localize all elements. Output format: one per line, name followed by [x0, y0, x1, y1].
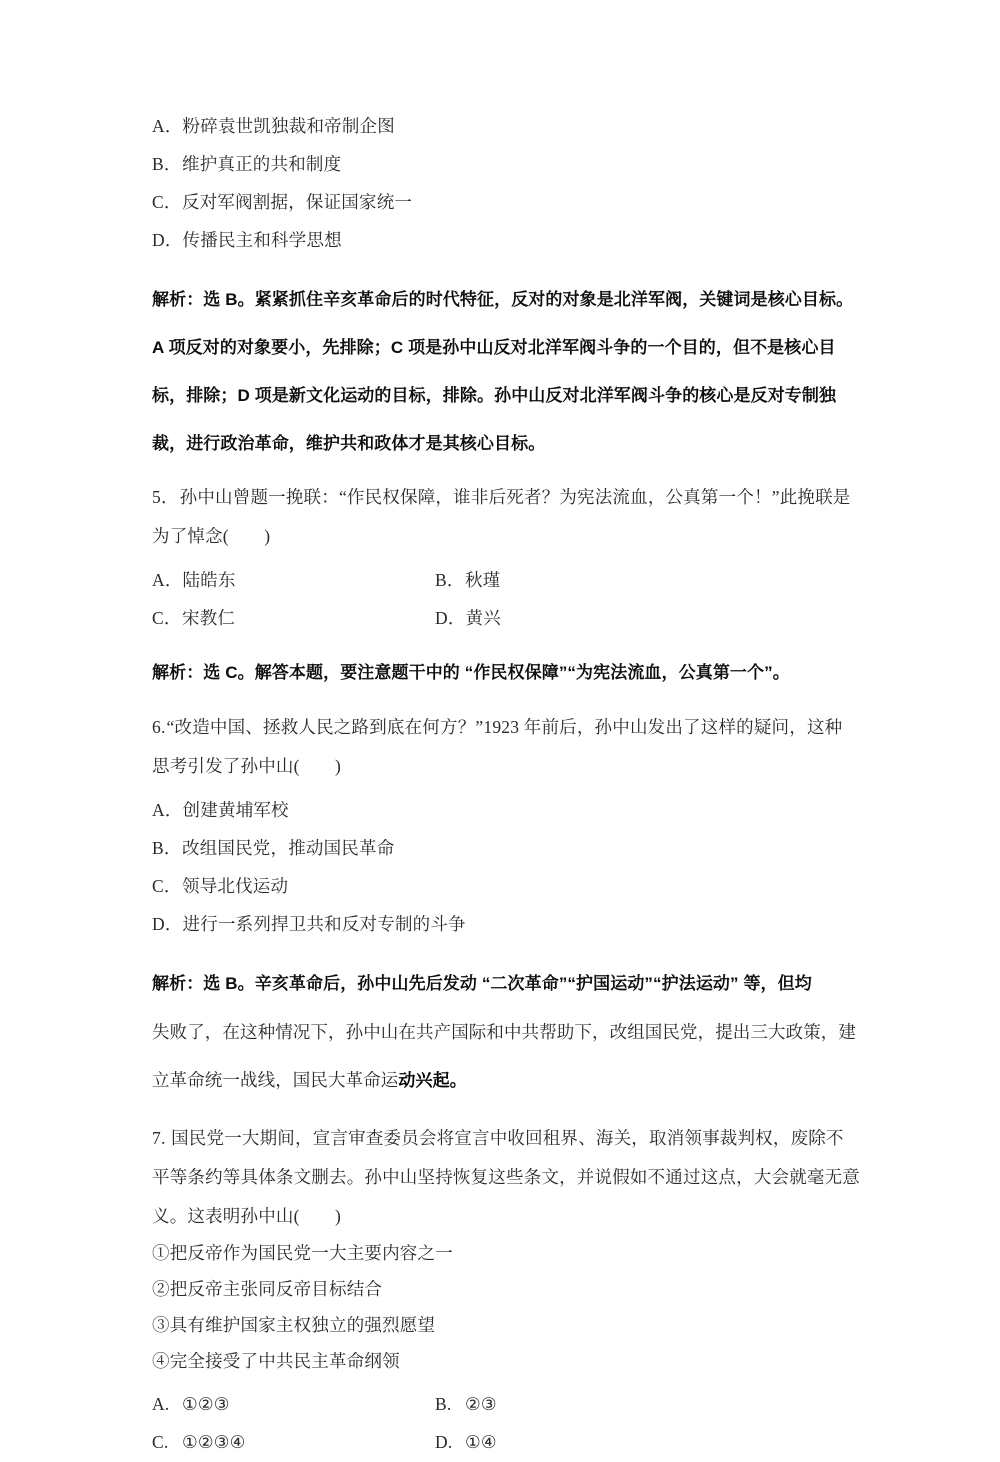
option-label: C．: [152, 192, 182, 213]
option-c[interactable]: [152, 1434, 435, 1452]
option-label: B．: [152, 838, 182, 859]
stem-line: 平等条约等具体条文删去。孙中山坚持恢复这些条文，并说假如不通过这点，大会就毫无意: [152, 1167, 860, 1187]
option-label: C．: [152, 876, 182, 897]
explanation-line: 解析：选 B。紧紧抓住辛亥革命后的时代特征，反对的对象是北洋军阀，关键词是核心目标。: [152, 290, 854, 309]
stem-line: 义。这表明孙中山( ): [152, 1206, 342, 1226]
option-text: ②③: [465, 1394, 497, 1415]
option-d[interactable]: [435, 1434, 735, 1452]
page-content: [152, 108, 860, 1462]
question-5-stem: [152, 478, 860, 556]
option-row[interactable]: [152, 792, 860, 830]
explanation-line-bold: 动兴起。: [398, 1071, 467, 1090]
question-number: 7.: [152, 1128, 166, 1148]
option-text: 改组国民党，推动国民革命: [182, 838, 395, 859]
option-text: 陆皓东: [182, 570, 236, 591]
stem-line: 思考引发了孙中山( ): [152, 756, 342, 776]
option-row[interactable]: [152, 1386, 860, 1424]
option-text: 创建黄埔军校: [182, 800, 289, 821]
question-number: 6.: [152, 717, 166, 737]
option-text: 秋瑾: [465, 570, 501, 591]
option-row[interactable]: [152, 868, 860, 906]
stem-line: “改造中国、拯救人民之路到底在何方？”1923 年前后，孙中山发出了这样的疑问，这种: [166, 717, 843, 737]
statement-line: ①把反帝作为国民党一大主要内容之一: [152, 1243, 453, 1264]
option-label: D．: [152, 230, 183, 251]
option-c[interactable]: [152, 610, 435, 628]
question-6-options: [152, 792, 860, 944]
option-row[interactable]: [152, 184, 860, 222]
statement-line: ②把反帝主张同反帝目标结合: [152, 1279, 383, 1300]
option-d[interactable]: [435, 610, 735, 628]
explanation-line-mixed: [152, 1056, 860, 1105]
explanation-line: 解析：选 C。解答本题，要注意题干中的 “作民权保障”“为宪法流血，公真第一个”。: [152, 663, 790, 682]
option-text: 维护真正的共和制度: [182, 154, 342, 175]
question-4-options: [152, 108, 860, 260]
question-7-options: [152, 1386, 860, 1462]
option-b[interactable]: [435, 572, 735, 590]
option-row[interactable]: [152, 600, 860, 638]
option-row[interactable]: [152, 830, 860, 868]
question-5-explanation: [152, 658, 860, 688]
option-row[interactable]: [152, 146, 860, 184]
statement-line: ③具有维护国家主权独立的强烈愿望: [152, 1315, 436, 1336]
option-label: D．: [435, 608, 466, 629]
option-text: ①②③④: [182, 1432, 246, 1453]
question-6-explanation: [152, 960, 860, 1105]
option-label: A.: [152, 1394, 170, 1415]
option-text: ①②③: [182, 1394, 230, 1415]
question-number: 5．: [152, 487, 179, 507]
question-5-options: [152, 562, 860, 638]
question-6-stem: [152, 708, 860, 786]
option-text: 粉碎袁世凯独裁和帝制企图: [182, 116, 395, 137]
option-row[interactable]: [152, 222, 860, 260]
explanation-line-light: 立革命统一战线，国民大革命运: [152, 1070, 399, 1090]
option-row[interactable]: [152, 562, 860, 600]
explanation-line: 裁，进行政治革命，维护共和政体才是其核心目标。: [152, 434, 546, 453]
explanation-line: 标，排除；D 项是新文化运动的目标，排除。孙中山反对北洋军阀斗争的核心是反对专制独: [152, 386, 837, 405]
option-label: A．: [152, 800, 183, 821]
stem-line: 孙中山曾题一挽联：“作民权保障，谁非后死者？为宪法流血，公真第一个！”此挽联是: [179, 487, 851, 507]
explanation-line: 解析：选 B。辛亥革命后，孙中山先后发动 “二次革命”“护国运动”“护法运动” 等，但均: [152, 974, 812, 993]
option-text: 反对军阀割据，保证国家统一: [182, 192, 413, 213]
option-label: A．: [152, 116, 183, 137]
option-text: 宋教仁: [182, 608, 236, 629]
explanation-line: A 项反对的对象要小，先排除；C 项是孙中山反对北洋军阀斗争的一个目的，但不是核心目: [152, 338, 836, 357]
option-label: B.: [435, 1394, 452, 1415]
option-text: ①④: [465, 1432, 497, 1453]
option-text: 传播民主和科学思想: [182, 230, 342, 251]
option-text: 黄兴: [465, 608, 501, 629]
option-row[interactable]: [152, 906, 860, 944]
option-label: C.: [152, 1432, 169, 1453]
explanation-line: 失败了，在这种情况下，孙中山在共产国际和中共帮助下，改组国民党，提出三大政策，建: [152, 1022, 856, 1042]
option-a[interactable]: [152, 1396, 435, 1414]
option-b[interactable]: [435, 1396, 735, 1414]
stem-line: 国民党一大期间，宣言审查委员会将宣言中收回租界、海关，取消领事裁判权，废除不: [171, 1128, 844, 1148]
option-label: D.: [435, 1432, 453, 1453]
option-label: B．: [435, 570, 465, 591]
question-4-explanation: [152, 276, 860, 468]
stem-line: 为了悼念( ): [152, 526, 271, 546]
question-7-statements: [152, 1236, 860, 1380]
option-text: 进行一系列捍卫共和反对专制的斗争: [182, 914, 466, 935]
question-7-stem: [152, 1119, 860, 1236]
option-text: 领导北伐运动: [182, 876, 289, 897]
option-label: C．: [152, 608, 182, 629]
option-label: A．: [152, 570, 183, 591]
option-a[interactable]: [152, 572, 435, 590]
option-row[interactable]: [152, 1424, 860, 1462]
option-label: B．: [152, 154, 182, 175]
option-label: D．: [152, 914, 183, 935]
option-row[interactable]: [152, 108, 860, 146]
statement-line: ④完全接受了中共民主革命纲领: [152, 1351, 400, 1372]
